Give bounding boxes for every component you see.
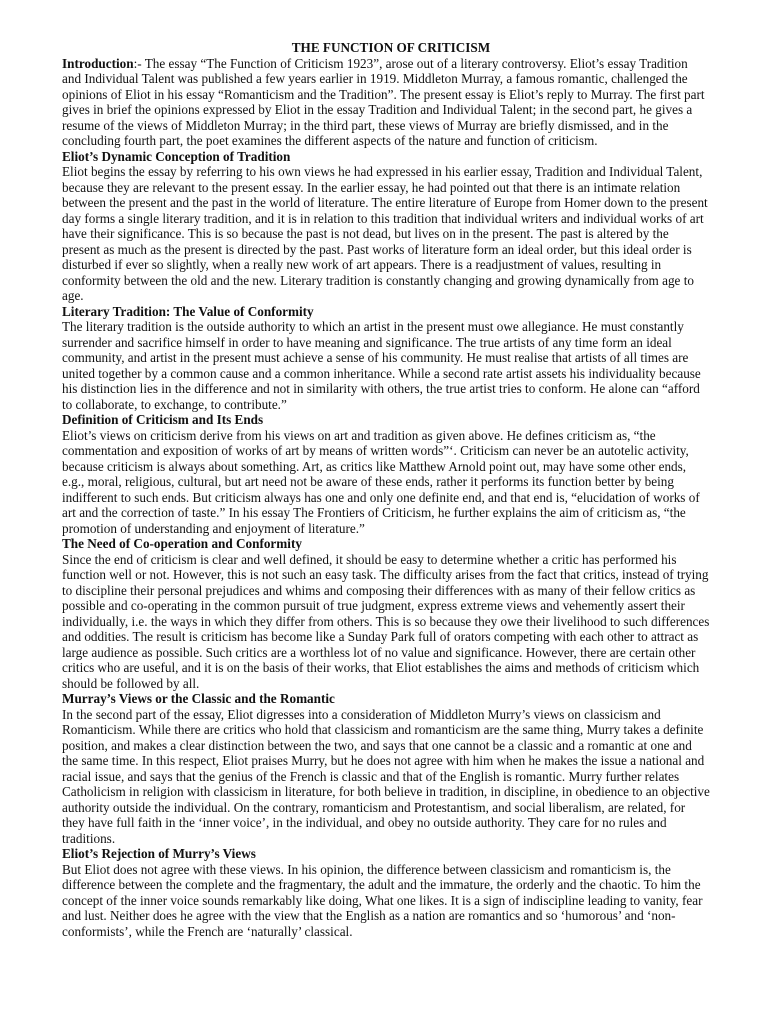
section-body-definition: Eliot’s views on criticism derive from his views on art and tradition as given above. He defines criticism as, “the commentation and exposition of works of art by means of written words”‘. Criticism can never be an autotelic activity, because criticism is always about something. Art, as critics like Matthew Arnold point out, may have some other ends, e.g., moral, religious, cultural, but art need not be aware of these ends, rather it performs its function better by being indifferent to such ends. But criticism always has one and only one definite end, and that end is, “elucidation of works of art and the correction of taste.” In his essay The Frontiers of Criticism, he further explains the aim of criticism as, “the promotion of understanding and enjoyment of literature.” xyxy=(62,427,700,536)
intro-text: :- The essay “The Function of Criticism 1923”, arose out of a literary controversy. Eliot’s essay Tradition and Individual Talent was published a few years earlier in 1919. Middleton Murray, a famous romantic, challenged the opinions of Eliot in his essay “Romanticism and the Tradition”. The present essay is Eliot’s reply to Murray. The first part gives in brief the opinions expressed by Eliot in the essay Tradition and Individual Talent; in the second part, he gives a resume of the views of Middleton Murray; in the third part, these views of Murray are briefly dismissed, and in the concluding fourth part, the poet examines the different aspects of the nature and function of criticism. xyxy=(62,55,705,148)
section-heading-conformity: Literary Tradition: The Value of Conformity xyxy=(62,303,314,319)
section-body-murray-views: In the second part of the essay, Eliot digresses into a consideration of Middleton Murry’s views on classicism and Romanticism. While there are critics who hold that classicism and romanticism are the same thing, Murry takes a definite position, and makes a clear distinction between the two, and says that one cannot be a classic and a romantic at one and the same time. In this respect, Eliot praises Murry, but he does not agree with him when he makes the issue a national and racial issue, and says that the genius of the French is classic and that of the English is romantic. Murry further relates Catholicism in religion with classicism in literature, for both believe in tradition, in discipline, in obedience to an objective authority outside the individual. On the contrary, romanticism and Protestantism, and social liberalism, are related, for they have full faith in the ‘inner voice’, in the individual, and obey no outside authority. They care for no rules and traditions. xyxy=(62,706,710,846)
intro-label: Introduction xyxy=(62,55,134,71)
section-body-conformity: The literary tradition is the outside authority to which an artist in the present must owe allegiance. He must constantly surrender and sacrifice himself in order to have meaning and significance. The true artists of any time form an ideal community, and artist in the present must achieve a sense of his community. He must realise that artists of all times are united together by a common cause and a common inheritance. While a second rate artist assets his individuality because his distinction lies in the difference and not in similarity with others, the true artist tries to conform. He alone can “afford to collaborate, to exchange, to contribute.” xyxy=(62,319,701,412)
section-body-tradition: Eliot begins the essay by referring to his own views he had expressed in his earlier essay, Tradition and Individual Talent, because they are relevant to the present essay. In the earlier essay, he had pointed out that there is an intimate relation between the present and the past in the world of literature. The entire literature of Europe from Homer down to the present day forms a single literary tradition, and it is in relation to this tradition that individual writers and individual works of art have their significance. This is so because the past is not dead, but lives on in the present. The past is altered by the present as much as the present is directed by the past. Past works of literature form an ideal order, but this ideal order is disturbed if ever so slightly, when a really new work of art appears. There is a readjustment of values, resulting in conformity between the old and the new. Literary tradition is constantly changing and growing dynamically from age to age. xyxy=(62,164,708,303)
section-heading-murray-views: Murray’s Views or the Classic and the Romantic xyxy=(62,691,335,706)
section-heading-rejection: Eliot’s Rejection of Murry’s Views xyxy=(62,846,256,861)
section-heading-cooperation: The Need of Co-operation and Conformity xyxy=(62,536,302,551)
section-body-cooperation: Since the end of criticism is clear and well defined, it should be easy to determine whether a critic has performed his function well or not. However, this is not such an easy task. The difficulty arises from the fact that critics, instead of trying to discipline their personal prejudices and whims and composing their differences with as many of their fellow critics as possible and co-operating in the common pursuit of true judgment, express extreme views and vehemently assert their individually, i.e. the ways in which they differ from others. This is so because they owe their livelihood to such differences and oddities. The result is criticism has become like a Sunday Park full of orators competing with each other to attract as large audience as possible. Such critics are a worthless lot of no value and significance. However, there are certain other critics who are useful, and it is on the basis of their works, that Eliot establishes the aims and methods of criticism which should be followed by all. xyxy=(62,551,710,691)
document-page xyxy=(62,40,710,939)
section-heading-definition: Definition of Criticism and Its Ends xyxy=(62,412,264,427)
intro-paragraph xyxy=(62,56,710,149)
page-title: THE FUNCTION OF CRITICISM xyxy=(291,40,491,55)
section-heading-tradition: Eliot’s Dynamic Conception of Tradition xyxy=(62,148,291,164)
section-body-rejection: But Eliot does not agree with these views. In his opinion, the difference between classicism and romanticism is, the difference between the complete and the fragmentary, the adult and the immature, the orderly and the chaotic. To him the concept of the inner voice sounds remarkably like doing, What one likes. It is a sign of indiscipline leading to vanity, fear and lust. Neither does he agree with the view that the English as a nation are romantics and so ‘humorous’ and ‘non-conformists’, while the French are ‘naturally’ classical. xyxy=(62,861,703,939)
